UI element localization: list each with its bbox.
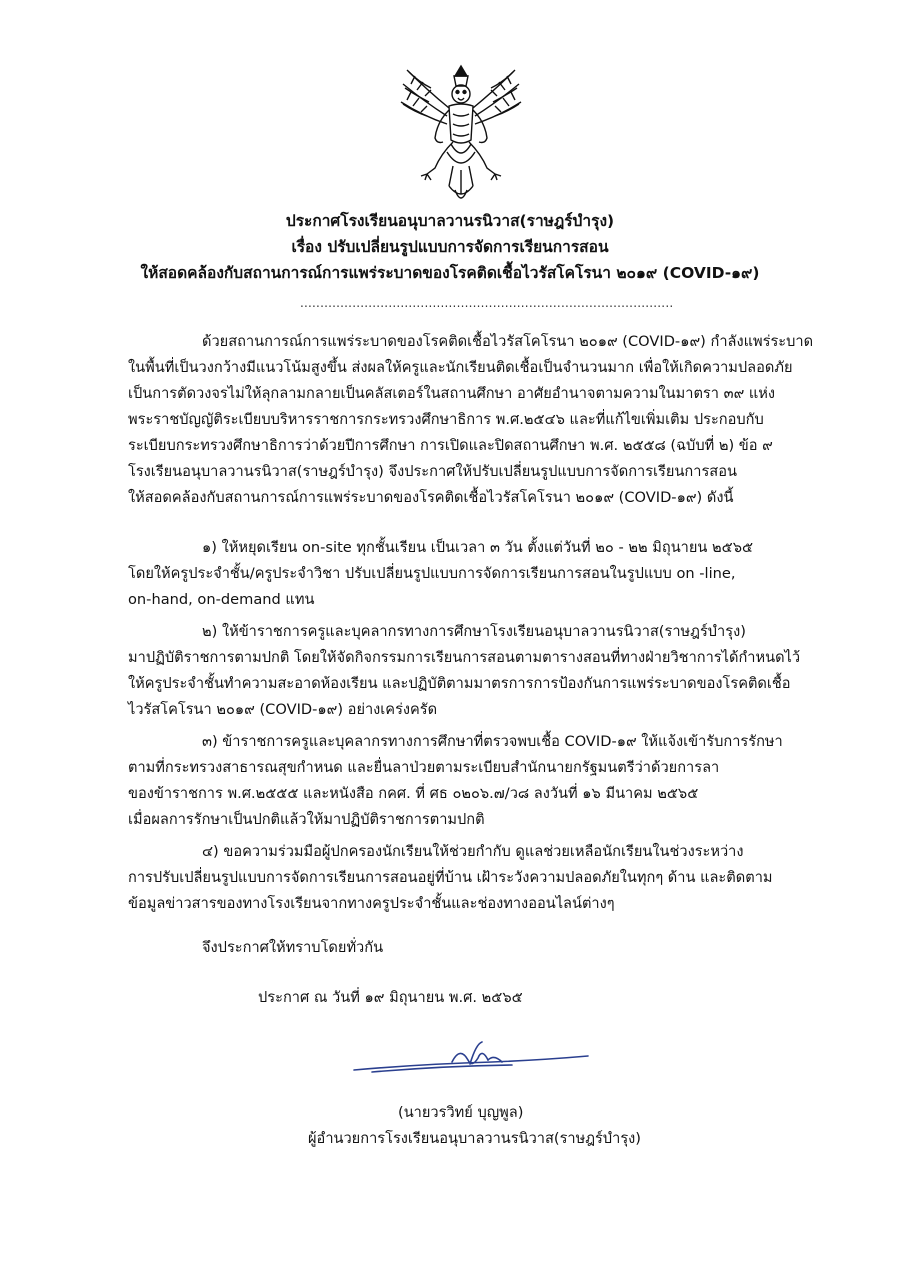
intro-line: ระเบียบกระทรวงศึกษาธิการว่าด้วยปีการศึกษา การเปิดและปิดสถานศึกษา พ.ศ. ๒๕๕๘ (ฉบับที่ ๒) ข้อ ๙	[128, 437, 773, 454]
intro-line: พระราชบัญญัติระเบียบบริหารราชการกระทรวงศึกษาธิการ พ.ศ.๒๕๔๖ และที่แก้ไขเพิ่มเติม ประกอบกับ	[128, 411, 764, 428]
item-1-line: โดยให้ครูประจำชั้น/ครูประจำวิชา ปรับเปลี่ยนรูปแบบการจัดการเรียนการสอนในรูปแบบ on -line,	[128, 565, 736, 582]
item-2-line: มาปฏิบัติราชการตามปกติ โดยให้จัดกิจกรรมการเรียนการสอนตามตารางสอนที่ทางฝ่ายวิชาการได้กำหนดไว้	[128, 649, 801, 666]
subject-line: เรื่อง ปรับเปลี่ยนรูปแบบการจัดการเรียนการสอน	[291, 238, 609, 256]
item-3-line: เมื่อผลการรักษาเป็นปกติแล้วให้มาปฏิบัติราชการตามปกติ	[128, 811, 485, 828]
intro-line: เป็นการตัดวงจรไม่ให้ลุกลามกลายเป็นคลัสเตอร์ในสถานศึกษา อาศัยอำนาจตามความในมาตรา ๓๙ แห่ง	[128, 385, 776, 402]
item-1-line: ๑) ให้หยุดเรียน on-site ทุกชั้นเรียน เป็นเวลา ๓ วัน ตั้งแต่วันที่ ๒๐ - ๒๒ มิถุนายน ๒๕๖๕	[202, 539, 753, 556]
item-3-line: ตามที่กระทรวงสาธารณสุขกำหนด และยื่นลาป่วยตามระเบียบสำนักนายกรัฐมนตรีว่าด้วยการลา	[128, 759, 720, 776]
intro-line: ให้สอดคล้องกับสถานการณ์การแพร่ระบาดของโรคติดเชื้อไวรัสโคโรนา ๒๐๑๙ (COVID-๑๙) ดังนี้	[128, 489, 734, 506]
intro-line: ในพื้นที่เป็นวงกว้างมีแนวโน้มสูงขึ้น ส่งผลให้ครูและนักเรียนติดเชื้อเป็นจำนวนมาก เพื่อให้เกิดความปลอดภัย	[128, 359, 793, 376]
signatory-position: ผู้อำนวยการโรงเรียนอนุบาลวานรนิวาส(ราษฎร์บำรุง)	[308, 1130, 641, 1147]
closing-statement: จึงประกาศให้ทราบโดยทั่วกัน	[202, 939, 384, 956]
item-1-line: on-hand, on-demand แทน	[128, 591, 315, 608]
item-3-line: ๓) ข้าราชการครูและบุคลากรทางการศึกษาที่ตรวจพบเชื้อ COVID-๑๙ ให้แจ้งเข้ารับการรักษา	[202, 733, 783, 750]
garuda-emblem-icon	[397, 62, 525, 208]
item-2-line: ให้ครูประจำชั้นทำความสะอาดห้องเรียน และปฏิบัติตามมาตรการการป้องกันการแพร่ระบาดของโรคติดเชื้อ	[128, 675, 791, 692]
item-4-line: ข้อมูลข่าวสารของทางโรงเรียนจากทางครูประจำชั้นและช่องทางออนไลน์ต่างๆ	[128, 895, 615, 912]
item-4-line: การปรับเปลี่ยนรูปแบบการจัดการเรียนการสอนอยู่ที่บ้าน เฝ้าระวังความปลอดภัยในทุกๆ ด้าน และติดตาม	[128, 869, 773, 886]
signatory-name: (นายวรวิทย์ บุญพูล)	[398, 1104, 524, 1121]
subject-line-2: ให้สอดคล้องกับสถานการณ์การแพร่ระบาดของโรคติดเชื้อไวรัสโคโรนา ๒๐๑๙ (COVID-๑๙)	[140, 264, 760, 282]
announcement-date: ประกาศ ณ วันที่ ๑๙ มิถุนายน พ.ศ. ๒๕๖๕	[258, 989, 523, 1006]
item-2-line: ๒) ให้ข้าราชการครูและบุคลากรทางการศึกษาโรงเรียนอนุบาลวานรนิวาส(ราษฎร์บำรุง)	[202, 623, 746, 640]
title-line: ประกาศโรงเรียนอนุบาลวานรนิวาส(ราษฎร์บำรุง)	[285, 212, 615, 230]
intro-line: โรงเรียนอนุบาลวานรนิวาส(ราษฎร์บำรุง) จึงประกาศให้ปรับเปลี่ยนรูปแบบการจัดการเรียนการสอน	[128, 463, 737, 480]
item-2-line: ไวรัสโคโรนา ๒๐๑๙ (COVID-๑๙) อย่างเคร่งครัด	[128, 701, 438, 718]
announcement-title	[0, 208, 900, 286]
item-4-line: ๔) ขอความร่วมมือผู้ปกครองนักเรียนให้ช่วยกำกับ ดูแลช่วยเหลือนักเรียนในช่วงระหว่าง	[202, 843, 744, 860]
handwritten-signature-icon	[352, 1040, 592, 1080]
item-3-line: ของข้าราชการ พ.ศ.๒๕๕๕ และหนังสือ กคศ. ที่ ศธ ๐๒๐๖.๗/ว๘ ลงวันที่ ๑๖ มีนาคม ๒๕๖๕	[128, 785, 699, 802]
intro-line: ด้วยสถานการณ์การแพร่ระบาดของโรคติดเชื้อไวรัสโคโรนา ๒๐๑๙ (COVID-๑๙) กำลังแพร่ระบาด	[202, 333, 814, 350]
title-separator: .............................................................................................	[300, 296, 674, 310]
